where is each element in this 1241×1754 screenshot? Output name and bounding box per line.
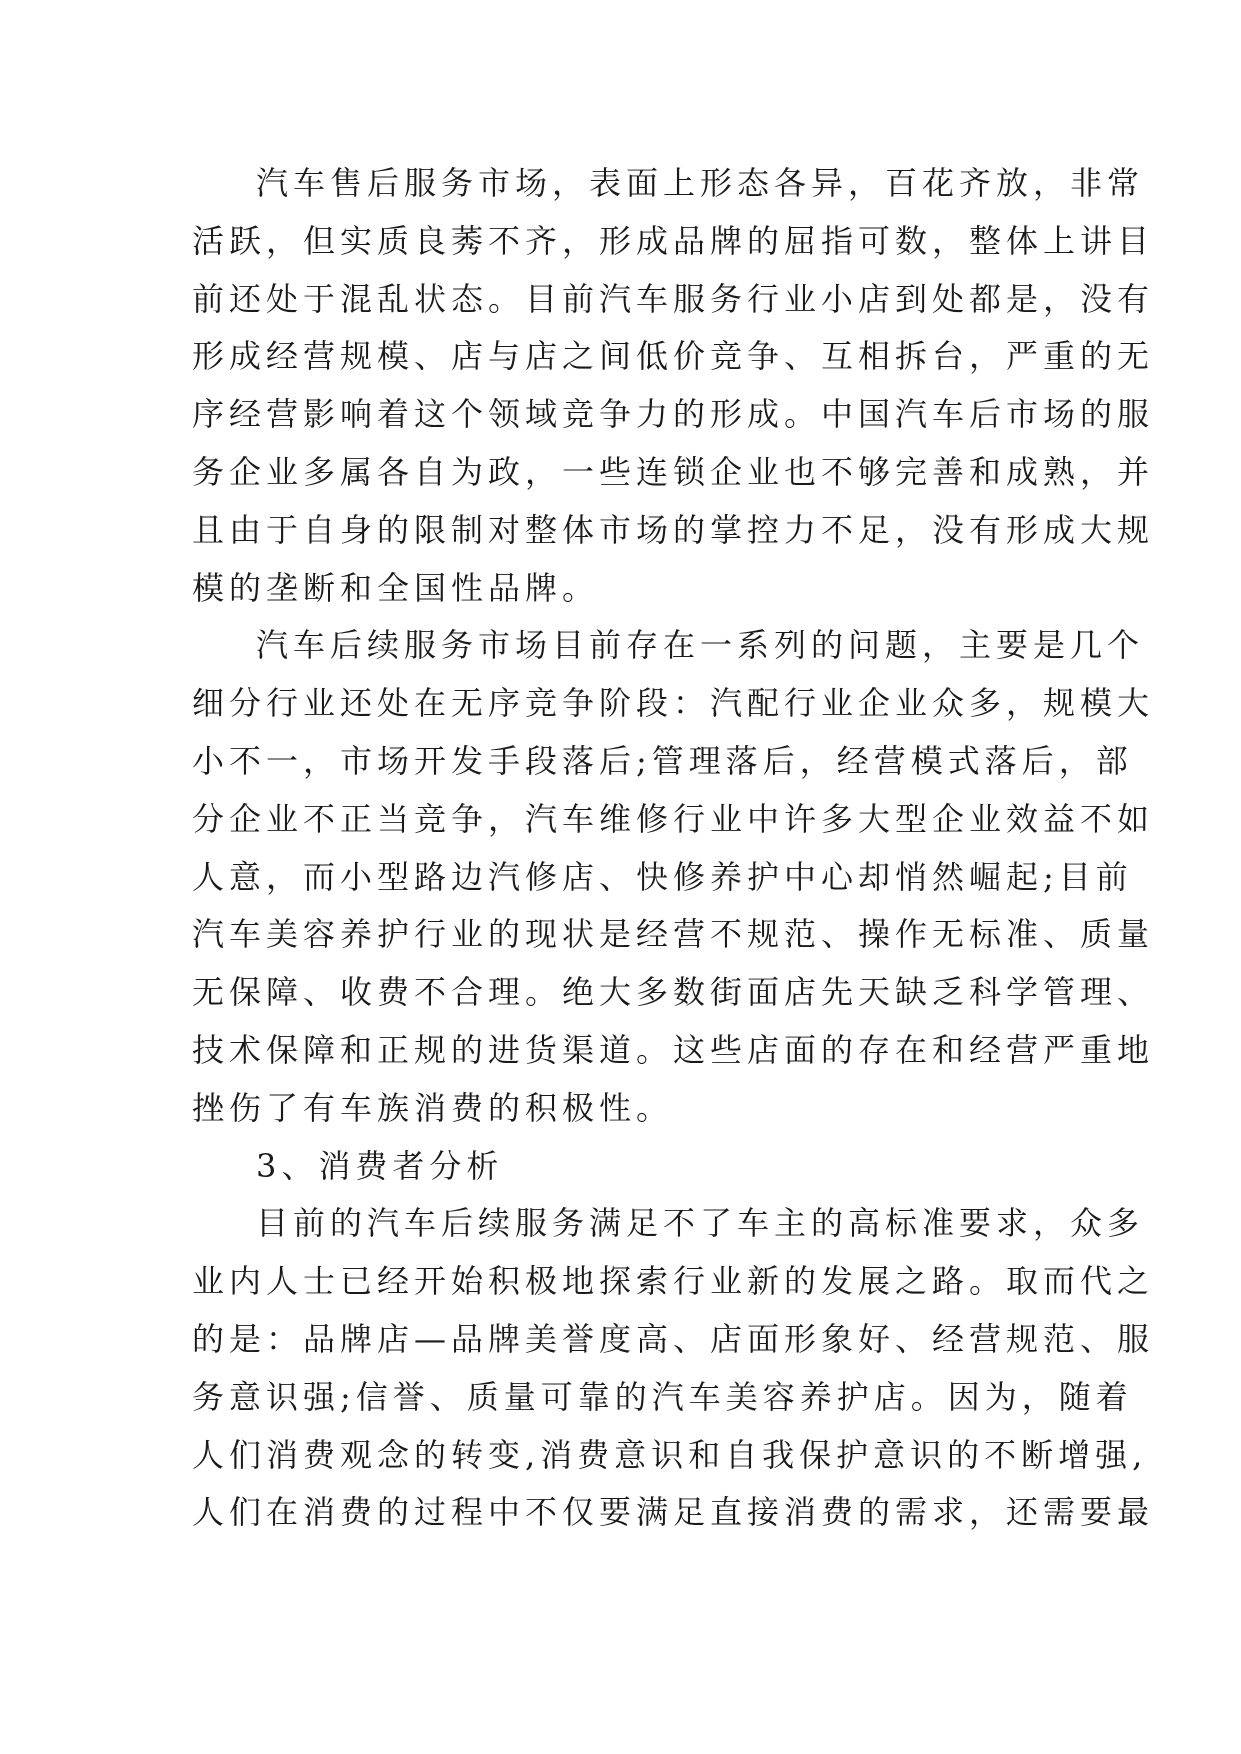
paragraph-1-line-7: 且由于自身的限制对整体市场的掌控力不足，没有形成大规 [192,510,1155,549]
paragraph-2-line-3: 小不一，市场开发手段落后;管理落后，经营模式落后，部 [192,741,1133,780]
body-text [192,155,1155,1542]
paragraph-3-line-6: 人们在消费的过程中不仅要满足直接消费的需求，还需要最 [192,1493,1155,1532]
paragraph-1-line-3: 前还处于混乱状态。目前汽车服务行业小店到处都是，没有 [192,279,1155,318]
paragraph-3-line-5: 人们消费观念的转变,消费意识和自我保护意识的不断增强, [192,1435,1148,1474]
paragraph-2-line-4: 分企业不正当竞争，汽车维修行业中许多大型企业效益不如 [192,799,1155,838]
paragraph-3-line-2: 业内人士已经开始积极地探索行业新的发展之路。取而代之 [192,1262,1155,1301]
paragraph-2-line-1: 汽车后续服务市场目前存在一系列的问题，主要是几个 [256,626,1145,665]
paragraph-3-line-3: 的是：品牌店—品牌美誉度高、店面形象好、经营规范、服 [192,1319,1155,1358]
paragraph-1-line-5: 序经营影响着这个领域竞争力的形成。中国汽车后市场的服 [192,395,1155,434]
section-heading: 3、消费者分析 [256,1146,504,1185]
paragraph-3-line-4: 务意识强;信誉、质量可靠的汽车美容养护店。因为，随着 [192,1377,1133,1416]
paragraph-2-line-9: 挫伤了有车族消费的积极性。 [192,1088,674,1127]
paragraph-2-line-8: 技术保障和正规的进货渠道。这些店面的存在和经营严重地 [192,1030,1155,1069]
paragraph-2-line-6: 汽车美容养护行业的现状是经营不规范、操作无标准、质量 [192,915,1155,954]
paragraph-1-line-8: 模的垄断和全国性品牌。 [192,568,600,607]
paragraph-2-line-5: 人意，而小型路边汽修店、快修养护中心却悄然崛起;目前 [192,857,1133,896]
paragraph-1-line-1: 汽车售后服务市场，表面上形态各异，百花齐放，非常 [256,164,1145,202]
paragraph-2-line-2: 细分行业还处在无序竞争阶段：汽配行业企业众多，规模大 [192,684,1155,723]
paragraph-3-line-1: 目前的汽车后续服务满足不了车主的高标准要求，众多 [256,1204,1145,1243]
paragraph-1-line-6: 务企业多属各自为政，一些连锁企业也不够完善和成熟，并 [192,452,1155,491]
paragraph-1-line-2: 活跃，但实质良莠不齐，形成品牌的屈指可数，整体上讲目 [192,221,1155,260]
paragraph-1-line-4: 形成经营规模、店与店之间低价竞争、互相拆台，严重的无 [192,337,1155,376]
paragraph-2-line-7: 无保障、收费不合理。绝大多数街面店先天缺乏科学管理、 [192,973,1155,1012]
